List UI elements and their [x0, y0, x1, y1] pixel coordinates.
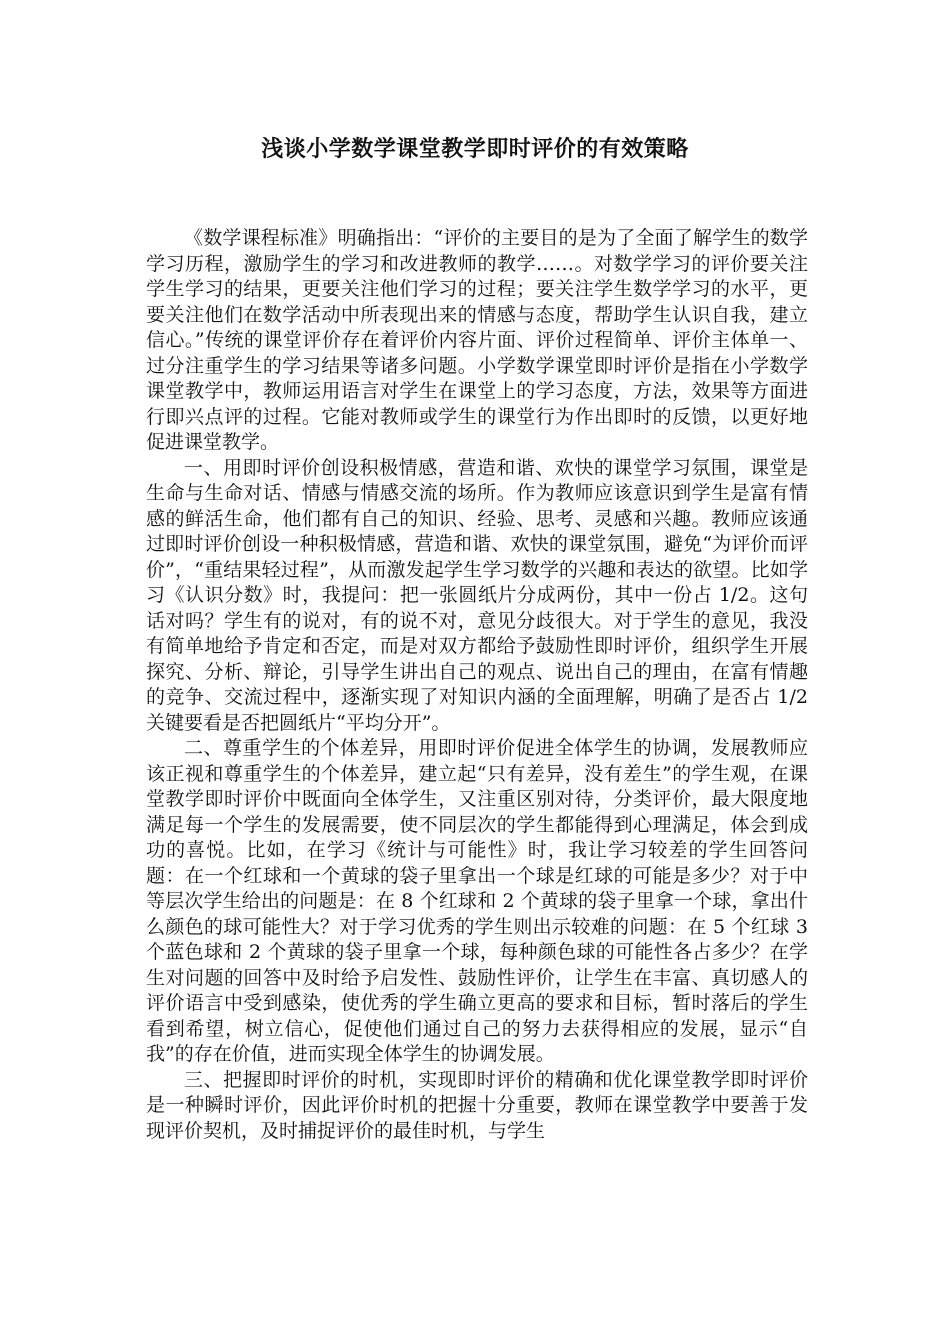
- intro-paragraph: 《数学课程标准》明确指出：“评价的主要目的是为了全面了解学生的数学学习历程，激励学生的学习和改进教师的教学……。对数学学习的评价要关注学生学习的结果，更要关注他们学习的过程；要关注学生数学学习的水平，更要关注他们在数学活动中所表现出来的情感与态度，帮助学生认识自我，建立信心。”传统的课堂评价存在着评价内容片面、评价过程简单、评价主体单一、过分注重学生的学习结果等诸多问题。小学数学课堂即时评价是指在小学数学课堂教学中，教师运用语言对学生在课堂上的学习态度，方法，效果等方面进行即兴点评的过程。它能对教师或学生的课堂行为作出即时的反馈，以更好地促进课堂教学。: [146, 227, 808, 453]
- section-three-paragraph: 三、把握即时评价的时机，实现即时评价的精确和优化课堂教学即时评价是一种瞬时评价，因此评价时机的把握十分重要，教师在课堂教学中要善于发现评价契机，及时捕捉评价的最佳时机，与学生: [146, 1068, 808, 1142]
- document-body: [146, 226, 808, 1144]
- section-two-paragraph: 二、尊重学生的个体差异，用即时评价促进全体学生的协调，发展教师应该正视和尊重学生的个体差异，建立起“只有差异，没有差生”的学生观，在课堂教学即时评价中既面向全体学生，又注重区别对待，分类评价，最大限度地满足每一个学生的发展需要，使不同层次的学生都能得到心理满足，体会到成功的喜悦。比如，在学习《统计与可能性》时，我让学习较差的学生回答问题：在一个红球和一个黄球的袋子里拿出一个球是红球的可能是多少？对于中等层次学生给出的问题是：在 8 个红球和 2 个黄球的袋子里拿一个球，拿出什么颜色的球可能性大？对于学习优秀的学生则出示较难的问题：在 5 个红球 3 个蓝色球和 2 个黄球的袋子里拿一个球，每种颜色球的可能性各占多少？在学生对问题的回答中及时给予启发性、鼓励性评价，让学生在丰富、真切感人的评价语言中受到感染，使优秀的学生确立更高的要求和目标，暂时落后的学生看到希望，树立信心，促使他们通过自己的努力去获得相应的发展，显示“自我”的存在价值，进而实现全体学生的协调发展。: [146, 737, 808, 1065]
- section-one-paragraph: 一、用即时评价创设积极情感，营造和谐、欢快的课堂学习氛围，课堂是生命与生命对话、情感与情感交流的场所。作为教师应该意识到学生是富有情感的鲜活生命，他们都有自己的知识、经验、思考、灵感和兴趣。教师应该通过即时评价创设一种积极情感，营造和谐、欢快的课堂氛围，避免“为评价而评价”，“重结果轻过程”，从而激发起学生学习数学的兴趣和表达的欲望。比如学习《认识分数》时，我提问：把一张圆纸片分成两份，其中一份占 1/2。这句话对吗？学生有的说对，有的说不对，意见分歧很大。对于学生的意见，我没有简单地给予肯定和否定，而是对双方都给予鼓励性即时评价，组织学生开展探究、分析、辩论，引导学生讲出自己的观点、说出自己的理由，在富有情趣的竞争、交流过程中，逐渐实现了对知识内涵的全面理解，明确了是否占 1/2 关键要看是否把圆纸片“平均分开”。: [146, 456, 808, 734]
- document-title: 浅谈小学数学课堂教学即时评价的有效策略: [261, 137, 689, 162]
